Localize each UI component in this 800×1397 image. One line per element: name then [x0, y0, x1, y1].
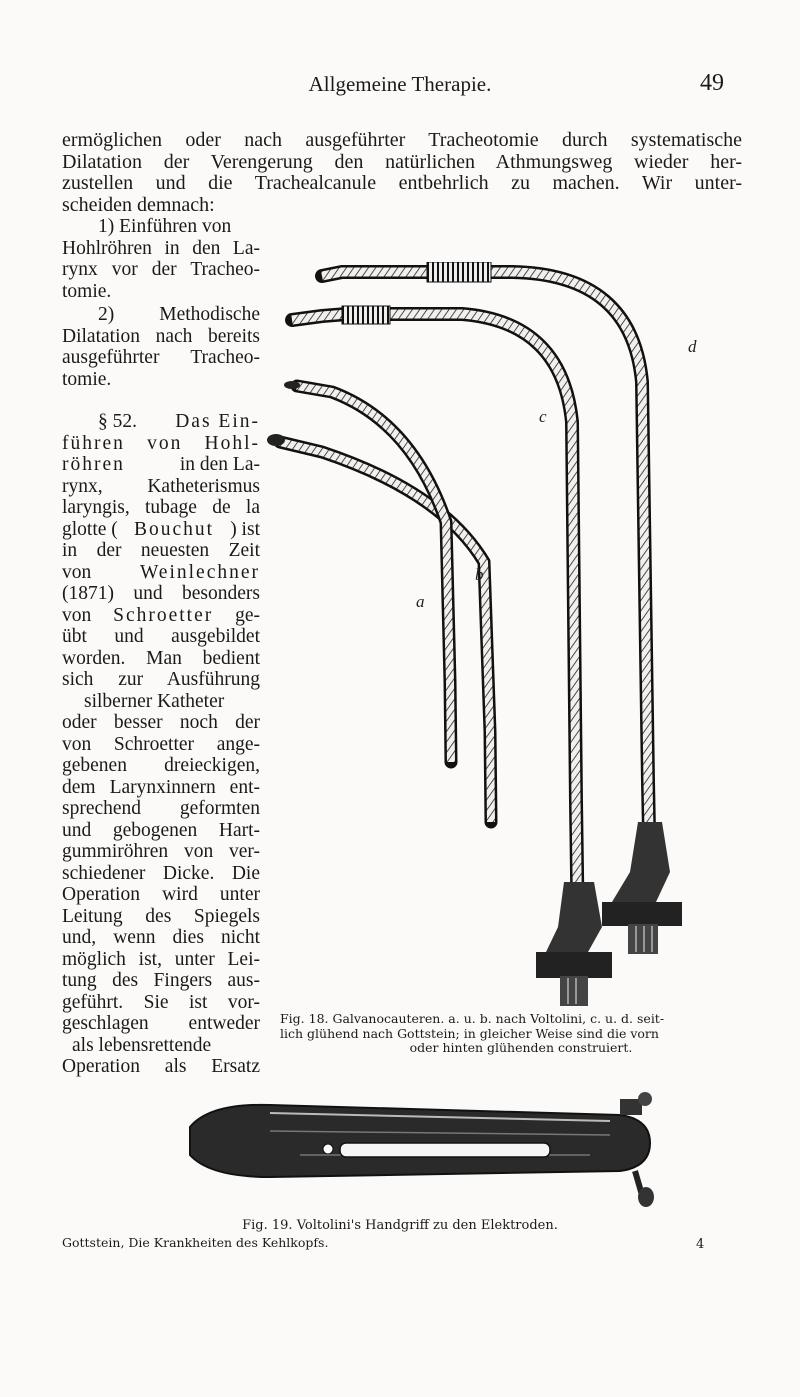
list-item-line: 2) Methodische	[98, 304, 260, 325]
body-line: worden. Man bedient	[62, 647, 260, 669]
intro-line: ermöglichen oder nach ausgeführter Tracheotomie durch systematische	[62, 129, 742, 151]
body-line: schiedener Dicke. Die	[62, 862, 260, 884]
section-title-line	[62, 454, 260, 476]
body-line: sprechend geformten	[62, 798, 260, 819]
body-line: und gebogenen Hart-	[62, 819, 260, 841]
figure-label-b: b	[475, 565, 484, 584]
section-title-word: führen	[62, 432, 125, 454]
list-item-line: 1) Einführen von	[98, 216, 232, 237]
author-name: Weinlechner	[139, 561, 260, 583]
instrument-b	[267, 434, 491, 822]
body-line: rynx, Katheterismus	[62, 475, 260, 497]
body-line: Operation wird unter	[62, 884, 260, 905]
body-line: als lebensrettende	[72, 1034, 212, 1056]
page-title: Allgemeine Therapie.	[308, 72, 492, 96]
body-line	[62, 562, 260, 584]
page-number: 49	[700, 70, 724, 96]
body-line: übt und ausgebildet	[62, 626, 260, 647]
body-line: sich zur Ausführung	[62, 669, 260, 690]
figure-19-caption: Fig. 19. Voltolini's Handgriff zu den Elektroden.	[242, 1218, 558, 1233]
list-item-line: tomie.	[62, 280, 112, 302]
body-line: und, wenn dies nicht	[62, 927, 260, 948]
list-item-line: Hohlröhren in den La-	[62, 237, 260, 259]
list-item-line: rynx vor der Tracheo-	[62, 259, 260, 280]
section-heading-line	[62, 411, 260, 433]
body-line: silberner Katheter	[84, 690, 225, 712]
page-footer	[62, 1235, 705, 1252]
figure-label-a: a	[416, 592, 425, 611]
body-line: geschlagen entweder	[62, 1013, 260, 1034]
section-number: § 52.	[98, 411, 137, 432]
body-line: Leitung des Spiegels	[62, 905, 260, 927]
body-line: möglich ist, unter Lei-	[62, 948, 260, 970]
list-item-line: tomie.	[62, 368, 112, 390]
list-item-line: Dilatation nach bereits	[62, 325, 260, 347]
body-text: von	[62, 561, 92, 583]
intro-line: zustellen und die Trachealcanule entbehrlich zu machen. Wir unter-	[62, 172, 742, 194]
body-line: (1871) und besonders	[62, 583, 260, 604]
section-title-word: röhren	[62, 454, 125, 475]
figure-label-c: c	[539, 407, 547, 426]
author-name: Schroetter	[113, 604, 214, 626]
figure-19-illustration	[150, 1085, 670, 1210]
body-line: von Schroetter ange-	[62, 733, 260, 755]
figure-label-d: d	[688, 337, 697, 356]
caption-line: Fig. 18. Galvanocauteren. a. u. b. nach Voltolini, c. u. d. seit-	[280, 1011, 665, 1026]
section-title-line	[62, 433, 260, 455]
figure-18-caption	[280, 1012, 762, 1056]
body-line	[62, 519, 260, 541]
body-line: dem Larynxinnern ent-	[62, 776, 260, 798]
caption-line: lich glühend nach Gottstein; in gleicher Weise sind die vorn	[280, 1025, 659, 1041]
section-title: Das Ein-	[175, 411, 260, 432]
intro-line: scheiden demnach:	[62, 193, 215, 216]
list-item-line: ausgeführter Tracheo-	[62, 347, 260, 368]
body-text: in den La-	[179, 454, 260, 475]
body-line: gebenen dreieckigen,	[62, 755, 260, 776]
voltolini-handle	[190, 1092, 654, 1207]
body-text: von	[62, 604, 92, 626]
running-head	[0, 72, 800, 102]
body-line: gummiröhren von ver-	[62, 841, 260, 862]
text-column	[62, 216, 260, 1078]
body-text: ge-	[235, 604, 260, 626]
caption-line: oder hinten glühenden construiert.	[409, 1040, 633, 1055]
intro-line: Dilatation der Verengerung den natürlichen Athmungsweg wieder her-	[62, 150, 742, 173]
body-line: tung des Fingers aus-	[62, 970, 260, 991]
section-title-word: Hohl-	[204, 432, 260, 454]
body-text: ) ist	[230, 518, 260, 540]
instrument-a	[284, 381, 451, 762]
body-line: oder besser noch der	[62, 712, 260, 733]
figure-18-illustration	[262, 262, 712, 1012]
author-name: Bouchut	[133, 518, 215, 540]
footer-text: Gottstein, Die Krankheiten des Kehlkopfs.	[62, 1235, 329, 1250]
body-text: glotte (	[62, 518, 118, 540]
intro-paragraph	[62, 130, 742, 216]
body-line: laryngis, tubage de la	[62, 497, 260, 518]
body-line: in der neuesten Zeit	[62, 540, 260, 561]
section-title-word: von	[147, 432, 183, 454]
signature-mark: 4	[696, 1237, 705, 1252]
instrument-d	[322, 262, 682, 954]
body-line: geführt. Sie ist vor-	[62, 991, 260, 1013]
body-line: Operation als Ersatz	[62, 1056, 260, 1077]
body-line	[62, 605, 260, 627]
